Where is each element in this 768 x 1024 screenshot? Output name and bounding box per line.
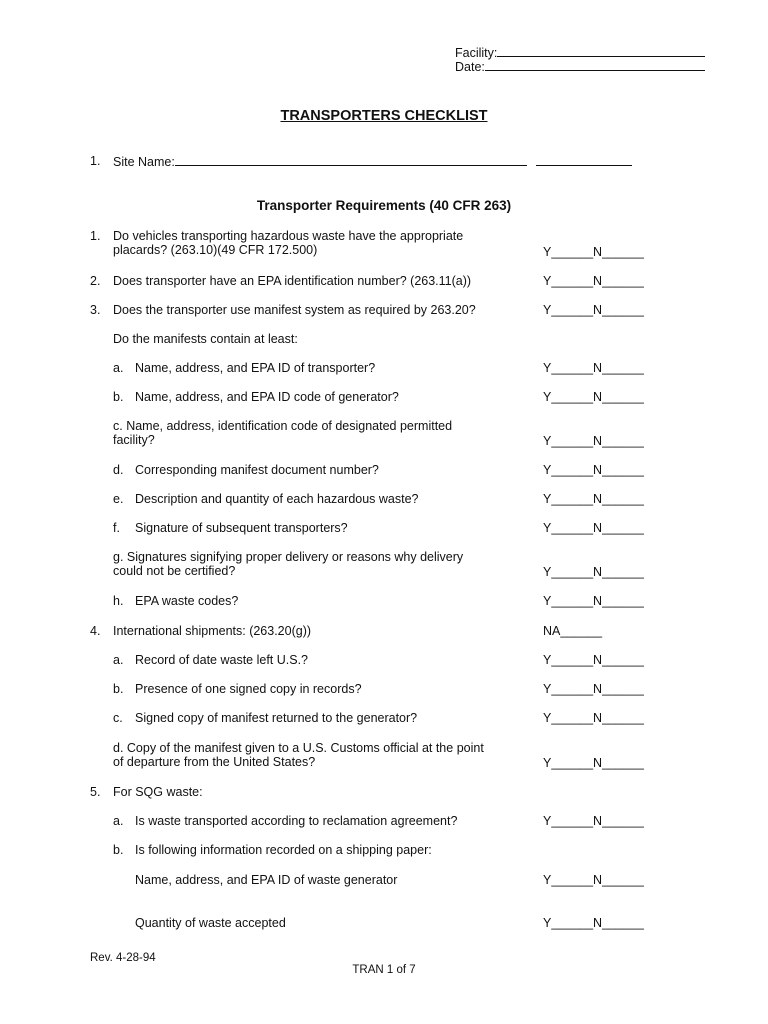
q4b-yn[interactable]: Y______N______ xyxy=(543,682,644,696)
q5b1-yn[interactable]: Y______N______ xyxy=(543,873,644,887)
q4a-text: Record of date waste left U.S.? xyxy=(135,653,309,667)
q5a-yn[interactable]: Y______N______ xyxy=(543,814,644,828)
date-field[interactable] xyxy=(455,59,705,74)
q3b-text: Name, address, and EPA ID code of generator? xyxy=(135,390,399,404)
q4-number: 4. xyxy=(90,624,101,638)
q4c-text: Signed copy of manifest returned to the generator? xyxy=(135,711,418,725)
q2-number: 2. xyxy=(90,274,101,288)
q3d-text: Corresponding manifest document number? xyxy=(135,463,379,477)
section-title: Transporter Requirements (40 CFR 263) xyxy=(256,198,512,213)
q3c-line1: c. Name, address, identification code of designated permitted xyxy=(113,419,453,433)
q3a-text: Name, address, and EPA ID of transporter? xyxy=(135,361,376,375)
q5b2-text: Quantity of waste accepted xyxy=(135,916,286,930)
q3e-text: Description and quantity of each hazardous waste? xyxy=(135,492,419,506)
q3d-yn[interactable]: Y______N______ xyxy=(543,463,644,477)
q3c-yn[interactable]: Y______N______ xyxy=(543,434,644,448)
q4b-text: Presence of one signed copy in records? xyxy=(135,682,362,696)
q3e-letter: e. xyxy=(113,492,124,506)
q2-text: Does transporter have an EPA identification number? (263.11(a)) xyxy=(113,274,472,288)
site-name-label: Site Name: xyxy=(113,155,175,169)
q3h-text: EPA waste codes? xyxy=(135,594,239,608)
facility-blank[interactable] xyxy=(497,45,705,57)
q1-number: 1. xyxy=(90,229,101,243)
page-title: TRANSPORTERS CHECKLIST xyxy=(280,108,488,124)
q3f-letter: f. xyxy=(113,521,120,535)
q4c-letter: c. xyxy=(113,711,123,725)
q1-line2: placards? (263.10)(49 CFR 172.500) xyxy=(113,243,318,257)
q3a-letter: a. xyxy=(113,361,124,375)
q3-text: Does the transporter use manifest system as required by 263.20? xyxy=(113,303,476,317)
q3-intro: Do the manifests contain at least: xyxy=(113,332,298,346)
date-label: Date: xyxy=(455,60,485,74)
revision-date: Rev. 4-28-94 xyxy=(90,952,156,964)
q3b-letter: b. xyxy=(113,390,124,404)
q4-na[interactable]: NA______ xyxy=(543,624,603,638)
q4a-letter: a. xyxy=(113,653,124,667)
q3h-yn[interactable]: Y______N______ xyxy=(543,594,644,608)
q3f-text: Signature of subsequent transporters? xyxy=(135,521,348,535)
q3b-yn[interactable]: Y______N______ xyxy=(543,390,644,404)
page-number: TRAN 1 of 7 xyxy=(352,964,416,976)
q2-yn[interactable]: Y______N______ xyxy=(543,274,644,288)
q5b-text: Is following information recorded on a shipping paper: xyxy=(135,843,432,857)
q1-line1: Do vehicles transporting hazardous waste have the appropriate xyxy=(113,229,464,243)
site-name-blank[interactable] xyxy=(175,154,527,166)
q3d-letter: d. xyxy=(113,463,124,477)
q4d-line2: of departure from the United States? xyxy=(113,755,316,769)
q5b2-yn[interactable]: Y______N______ xyxy=(543,916,644,930)
q5-number: 5. xyxy=(90,785,101,799)
facility-field[interactable] xyxy=(455,45,705,60)
q4c-yn[interactable]: Y______N______ xyxy=(543,711,644,725)
q4a-yn[interactable]: Y______N______ xyxy=(543,653,644,667)
date-blank[interactable] xyxy=(485,59,705,71)
q5a-text: Is waste transported according to reclamation agreement? xyxy=(135,814,458,828)
q3e-yn[interactable]: Y______N______ xyxy=(543,492,644,506)
q3g-yn[interactable]: Y______N______ xyxy=(543,565,644,579)
q3a-yn[interactable]: Y______N______ xyxy=(543,361,644,375)
q4b-letter: b. xyxy=(113,682,124,696)
q4d-line1: d. Copy of the manifest given to a U.S. Customs official at the point xyxy=(113,741,484,755)
q3-number: 3. xyxy=(90,303,101,317)
site-name-blank-2[interactable] xyxy=(536,154,632,166)
q3c-line2: facility? xyxy=(113,433,155,447)
q4d-yn[interactable]: Y______N______ xyxy=(543,756,644,770)
q5-text: For SQG waste: xyxy=(113,785,203,799)
q1-yn[interactable]: Y______N______ xyxy=(543,245,644,259)
q3h-letter: h. xyxy=(113,594,124,608)
q3f-yn[interactable]: Y______N______ xyxy=(543,521,644,535)
site-name-field[interactable] xyxy=(113,154,632,169)
q3g-line1: g. Signatures signifying proper delivery or reasons why delivery xyxy=(113,550,464,564)
q4-text: International shipments: (263.20(g)) xyxy=(113,624,312,638)
q5a-letter: a. xyxy=(113,814,124,828)
q3g-line2: could not be certified? xyxy=(113,564,236,578)
q5b1-text: Name, address, and EPA ID of waste generator xyxy=(135,873,398,887)
site-number: 1. xyxy=(90,154,101,168)
q5b-letter: b. xyxy=(113,843,124,857)
facility-label: Facility: xyxy=(455,46,498,60)
q3-yn[interactable]: Y______N______ xyxy=(543,303,644,317)
